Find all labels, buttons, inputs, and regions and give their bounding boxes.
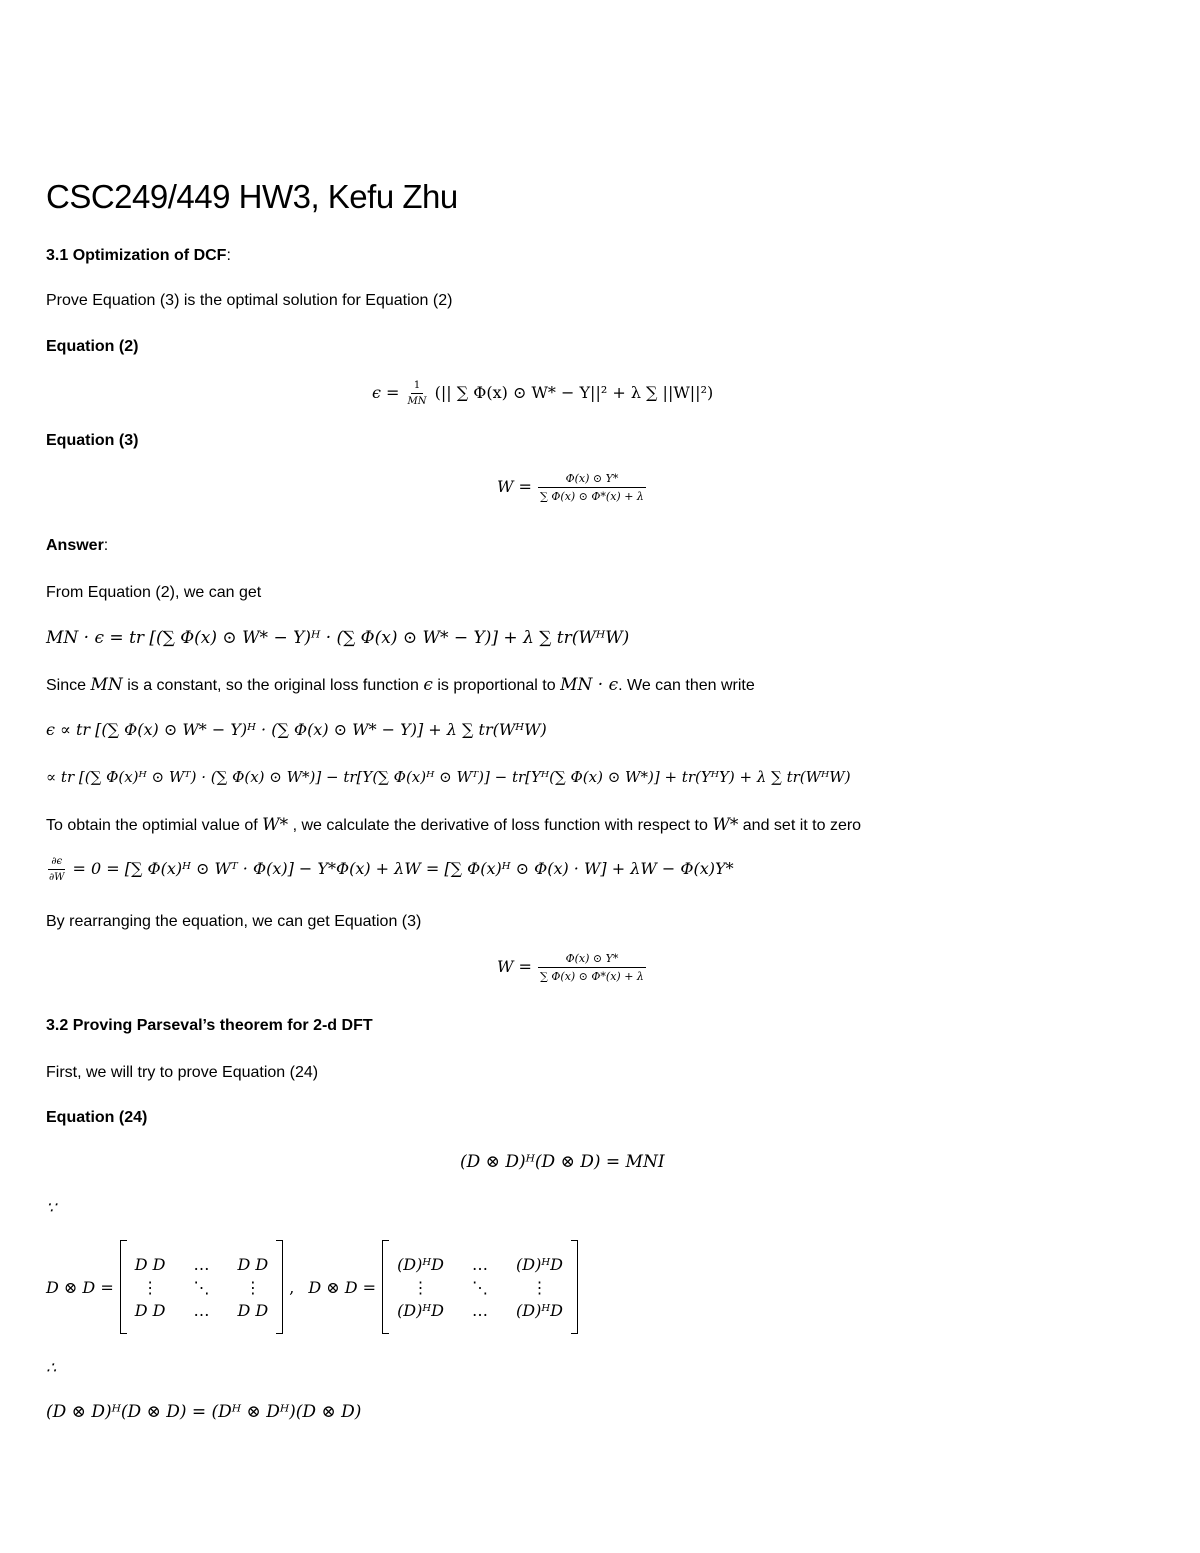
matrix-2 [382,1240,578,1334]
eq2-frac-num: 1 [411,380,423,394]
intro-text: Prove Equation (3) is the optimal solution for Equation (2) [46,292,453,309]
m2-cell: ⋱ [472,1277,488,1297]
deriv-rhs: = 0 = [∑ Φ(x)ᴴ ⊙ Wᵀ · Φ(x)] − Y*Φ(x) + λW = [∑ Φ(x)ᴴ ⊙ Φ(x) · W] + λW − Φ(x)Y* [72,859,734,878]
eq3r-den: ∑ Φ(x) ⊙ Φ*(x) + λ [540,970,644,983]
equation-3 [497,472,647,503]
matrix2-grid [389,1255,571,1320]
section-heading-text: 3.1 Optimization of DCF [46,247,227,264]
eq2-fraction [405,380,430,407]
eq3r-num: Φ(x) ⊙ Y* [538,952,647,968]
answer-label [46,537,108,555]
m2-cell: (D)ᴴD [397,1300,444,1320]
because-symbol: ∵ [46,1198,57,1217]
matrix1-right-bracket [276,1240,283,1334]
m2-cell: (D)ᴴD [516,1300,563,1320]
answer-colon: : [103,537,109,554]
m2-cell: … [472,1300,488,1320]
since-part-d: . We can then write [618,677,755,694]
deriv-den: ∂W [49,872,65,883]
equation-3-label: Equation (3) [46,432,139,449]
matrix1-left-bracket [120,1240,127,1334]
derivative-fraction [46,856,67,883]
m2-cell: ⋮ [531,1277,548,1297]
eq2-lhs: ϵ = [372,383,405,402]
section-heading-3-2: 3.2 Proving Parseval’s theorem for 2-d DFT [46,1017,373,1034]
eq2-frac-den: MN [407,396,427,407]
eq3-fraction [537,472,647,503]
rearrange-text: By rearranging the equation, we can get Equation (3) [46,913,422,930]
since-part-b: is a constant, so the original loss function [122,677,424,694]
eq3r-lhs: W = [497,957,538,976]
since-part-c: is proportional to [432,677,561,694]
heading-colon: : [226,247,231,264]
m2-cell: (D)ᴴD [397,1254,444,1274]
m1-cell: ⋱ [193,1277,210,1297]
eq2-body: (|| ∑ Φ(x) ⊙ W* − Y||² + λ ∑ ||W||²) [434,383,714,402]
obtain-w: W* [262,815,289,835]
equation-2-label: Equation (2) [46,338,139,355]
since-mneps: MN · ϵ [560,675,619,695]
m1-cell: ⋮ [142,1277,159,1297]
matrix1-lhs: D ⊗ D = [46,1277,114,1297]
since-text [46,675,755,695]
equation-2 [372,380,713,407]
m1-cell: ⋮ [244,1277,261,1297]
from-equation-text: From Equation (2), we can get [46,584,262,601]
matrix-1 [120,1240,284,1334]
m1-cell: D D [134,1300,166,1320]
m1-cell: D D [237,1300,269,1320]
eq3-num: Φ(x) ⊙ Y* [538,472,647,488]
obtain-text [46,815,861,835]
section-heading-3-1 [46,247,231,265]
proportional-equation-1: ϵ ∝ tr [(∑ Φ(x) ⊙ W* − Y)ᴴ · (∑ Φ(x) ⊙ W* − Y)] + λ ∑ tr(WᴴW) [46,720,547,739]
eq3r-fraction [537,952,647,983]
m2-cell: (D)ᴴD [516,1254,563,1274]
therefore-symbol: ∴ [46,1358,57,1377]
since-eps: ϵ [423,675,433,695]
equation-24-label: Equation (24) [46,1109,148,1126]
matrix-comma: , [289,1277,295,1297]
obtain-part-b: , we calculate the derivative of loss function with respect to [288,817,713,834]
equation-3-result [497,952,647,983]
m2-cell: … [472,1254,488,1274]
m2-cell: ⋮ [412,1277,429,1297]
matrix1-grid [127,1255,277,1320]
eq3-lhs: W = [497,477,538,496]
obtain-part-a: To obtain the optimial value of [46,817,263,834]
eq3-den: ∑ Φ(x) ⊙ Φ*(x) + λ [540,490,644,503]
final-equation: (D ⊗ D)ᴴ(D ⊗ D) = (Dᴴ ⊗ Dᴴ)(D ⊗ D) [46,1402,362,1422]
m1-cell: … [193,1254,210,1274]
matrix-row [46,1240,578,1334]
m1-cell: D D [134,1254,166,1274]
intro-3-2-text: First, we will try to prove Equation (24) [46,1064,319,1081]
page-title: CSC249/449 HW3, Kefu Zhu [46,178,458,215]
m1-cell: D D [237,1254,269,1274]
matrix2-right-bracket [571,1240,578,1334]
matrix2-lhs: D ⊗ D = [308,1277,377,1297]
matrix2-left-bracket [382,1240,389,1334]
derivative-equation [46,856,734,883]
since-mn: MN [90,675,123,695]
proportional-equation-2: ∝ tr [(∑ Φ(x)ᴴ ⊙ Wᵀ) · (∑ Φ(x) ⊙ W*)] − tr[Y(∑ Φ(x)ᴴ ⊙ Wᵀ)] − tr[Yᴴ(∑ Φ(x) ⊙ W*)] + tr(YᴴY) + λ ∑ tr(WᴴW) [46,768,851,786]
equation-24: (D ⊗ D)ᴴ(D ⊗ D) = MNI [460,1152,665,1172]
deriv-num: ∂ϵ [48,856,65,870]
answer-label-text: Answer [46,537,104,554]
m1-cell: … [193,1300,210,1320]
mn-epsilon-equation: MN · ϵ = tr [(∑ Φ(x) ⊙ W* − Y)ᴴ · (∑ Φ(x) ⊙ W* − Y)] + λ ∑ tr(WᴴW) [46,628,630,648]
since-part-a: Since [46,677,91,694]
obtain-w2: W* [712,815,739,835]
obtain-part-c: and set it to zero [738,817,862,834]
